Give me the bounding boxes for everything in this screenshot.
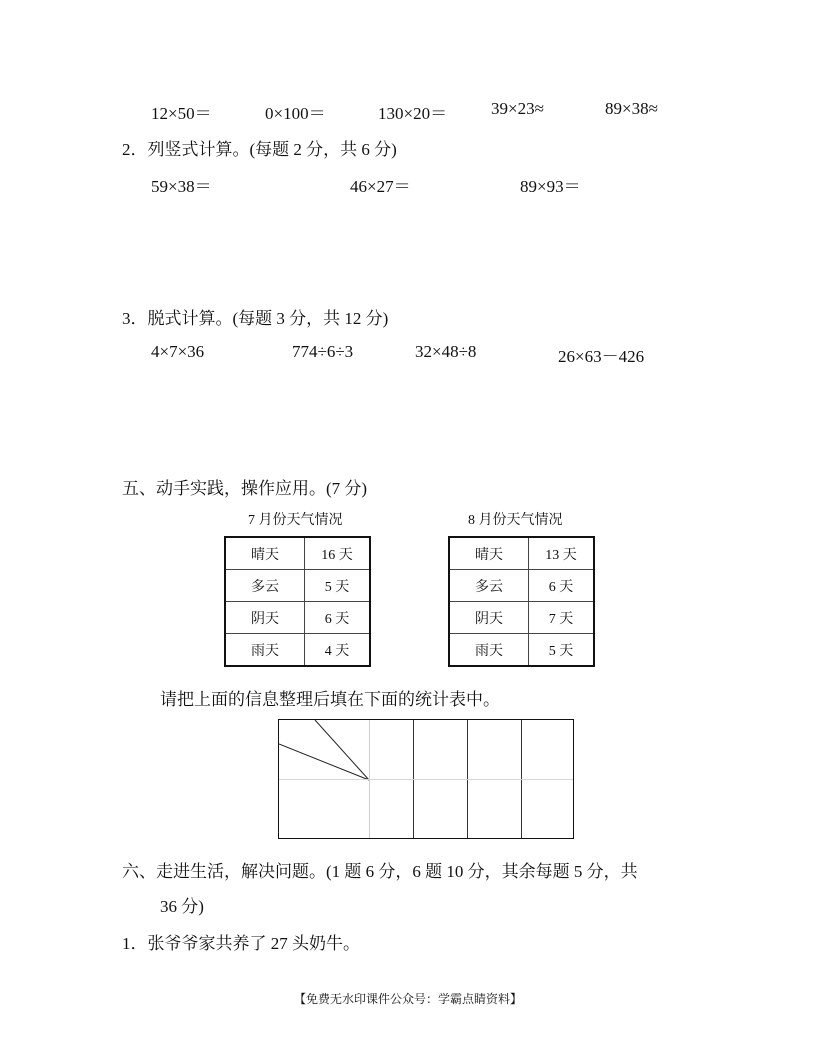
- table-row: [225, 634, 370, 667]
- weather-days: 6 天: [529, 570, 595, 602]
- q3-item: 26×63－426: [558, 347, 645, 366]
- table-row: [225, 570, 370, 602]
- q3-item: 774÷6÷3: [292, 342, 354, 361]
- table-row: [449, 570, 594, 602]
- weather-days: 5 天: [529, 634, 595, 667]
- q3-item: 32×48÷8: [415, 342, 477, 361]
- weather-type: 多云: [225, 570, 305, 602]
- weather-days: 4 天: [305, 634, 371, 667]
- footer-note: 【免费无水印课件公众号：学霸点睛资料】: [293, 992, 522, 1006]
- weather-type: 多云: [449, 570, 529, 602]
- weather-type: 雨天: [225, 634, 305, 667]
- oral-item: 39×23≈: [491, 99, 544, 118]
- july-caption: 7 月份天气情况: [248, 513, 343, 528]
- july-weather-table: [224, 536, 371, 667]
- q2-title: 2．列竖式计算。(每题 2 分，共 6 分): [122, 140, 397, 159]
- q2-item: 89×93＝: [520, 177, 581, 196]
- weather-days: 5 天: [305, 570, 371, 602]
- q3-item: 4×7×36: [151, 342, 205, 361]
- table-row: [449, 537, 594, 570]
- table-row: [225, 602, 370, 634]
- section5-instruction: 请把上面的信息整理后填在下面的统计表中。: [160, 690, 500, 709]
- august-caption: 8 月份天气情况: [468, 513, 563, 528]
- row-divider: [279, 779, 573, 780]
- weather-type: 晴天: [449, 537, 529, 570]
- oral-item: 89×38≈: [605, 99, 658, 118]
- weather-days: 6 天: [305, 602, 371, 634]
- weather-type: 阴天: [449, 602, 529, 634]
- weather-type: 晴天: [225, 537, 305, 570]
- august-weather-table: [448, 536, 595, 667]
- section5-title: 五、动手实践，操作应用。(7 分): [122, 479, 368, 498]
- oral-item: 130×20＝: [378, 104, 448, 123]
- oral-item: 12×50＝: [151, 104, 212, 123]
- section6-title: 六、走进生活，解决问题。(1 题 6 分，6 题 10 分，其余每题 5 分，共: [122, 862, 638, 881]
- weather-type: 雨天: [449, 634, 529, 667]
- table-row: [225, 537, 370, 570]
- table-row: [449, 602, 594, 634]
- section6-q1: 1．张爷爷家共养了 27 头奶牛。: [122, 934, 360, 953]
- weather-days: 13 天: [529, 537, 595, 570]
- table-header-diagonal: [279, 720, 371, 782]
- q2-item: 46×27＝: [350, 177, 411, 196]
- q3-title: 3．脱式计算。(每题 3 分，共 12 分): [122, 309, 389, 328]
- section6-title-cont: 36 分): [160, 897, 204, 916]
- weather-days: 16 天: [305, 537, 371, 570]
- blank-statistics-table: [278, 719, 574, 839]
- table-row: [449, 634, 594, 667]
- oral-item: 0×100＝: [265, 104, 326, 123]
- weather-type: 阴天: [225, 602, 305, 634]
- q2-item: 59×38＝: [151, 177, 212, 196]
- weather-days: 7 天: [529, 602, 595, 634]
